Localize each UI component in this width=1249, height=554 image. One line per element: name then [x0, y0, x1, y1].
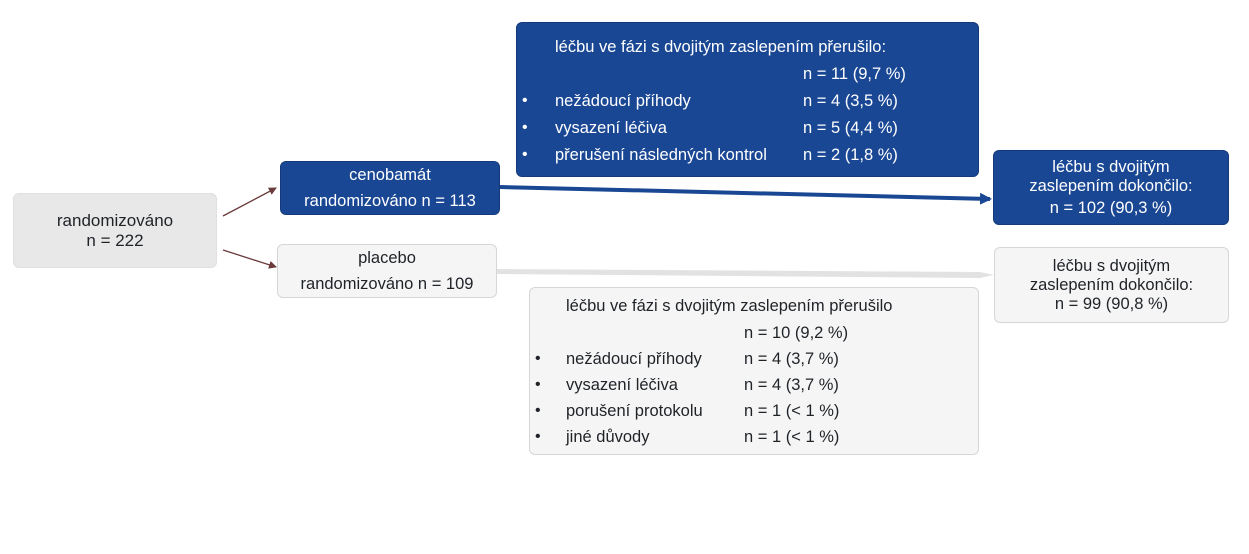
cenobamate-completed-box [993, 150, 1229, 225]
reason-label: jiné důvody [566, 428, 650, 446]
cenobamate-discontinued-total: n = 11 (9,7 %) [803, 65, 906, 83]
cenobamate-arm-box [280, 161, 500, 215]
bullet-icon: • [535, 402, 541, 419]
reason-label: porušení protokolu [566, 402, 703, 420]
randomized-box [13, 193, 217, 268]
bullet-icon: • [535, 350, 541, 367]
arrow-to-cenobamate [223, 188, 276, 216]
cenobamate-count: randomizováno n = 113 [304, 191, 476, 210]
cenobamate-discontinued-title: léčbu ve fázi s dvojitým zaslepením přerušilo: [555, 38, 887, 56]
reason-label: nežádoucí příhody [566, 350, 702, 368]
placebo-discontinued-total: n = 10 (9,2 %) [744, 324, 849, 342]
placebo-completed-line1: léčbu s dvojitým [1052, 256, 1171, 275]
bullet-icon: • [535, 376, 541, 393]
reason-value: n = 4 (3,7 %) [744, 350, 839, 368]
placebo-completed-line2: zaslepením dokončilo: [1029, 275, 1194, 294]
arrow-placebo-to-completed [496, 269, 994, 278]
cenobamate-completed-count: n = 102 (90,3 %) [1049, 198, 1173, 217]
reason-label: nežádoucí příhody [555, 92, 691, 110]
bullet-icon: • [522, 119, 528, 136]
reason-label: vysazení léčiva [555, 119, 667, 137]
cenobamate-discontinued-box [516, 22, 979, 177]
reason-value: n = 4 (3,5 %) [803, 92, 898, 110]
bullet-icon: • [522, 146, 528, 163]
placebo-count: randomizováno n = 109 [300, 274, 474, 293]
reason-value: n = 2 (1,8 %) [803, 146, 898, 164]
cenobamate-completed-line1: léčbu s dvojitým [1052, 157, 1170, 176]
randomized-count: n = 222 [86, 230, 144, 250]
cenobamate-label: cenobamát [349, 165, 431, 184]
placebo-arm-box [277, 244, 497, 298]
reason-label: přerušení následných kontrol [555, 146, 767, 164]
reason-value: n = 4 (3,7 %) [744, 376, 839, 394]
arrow-to-placebo [223, 250, 276, 267]
arrow-cenobamate-to-completed [500, 187, 990, 199]
reason-label: vysazení léčiva [566, 376, 678, 394]
reason-value: n = 1 (< 1 %) [744, 402, 840, 420]
reason-value: n = 1 (< 1 %) [744, 428, 840, 446]
placebo-completed-box [994, 247, 1229, 323]
placebo-discontinued-box [529, 287, 979, 455]
placebo-discontinued-title: léčbu ve fázi s dvojitým zaslepením přerušilo [566, 297, 893, 315]
cenobamate-completed-line2: zaslepením dokončilo: [1029, 176, 1193, 195]
placebo-completed-count: n = 99 (90,8 %) [1054, 294, 1169, 313]
bullet-icon: • [522, 92, 528, 109]
reason-value: n = 5 (4,4 %) [803, 119, 898, 137]
randomized-label: randomizováno [56, 210, 174, 230]
bullet-icon: • [535, 428, 541, 445]
placebo-label: placebo [358, 248, 416, 267]
